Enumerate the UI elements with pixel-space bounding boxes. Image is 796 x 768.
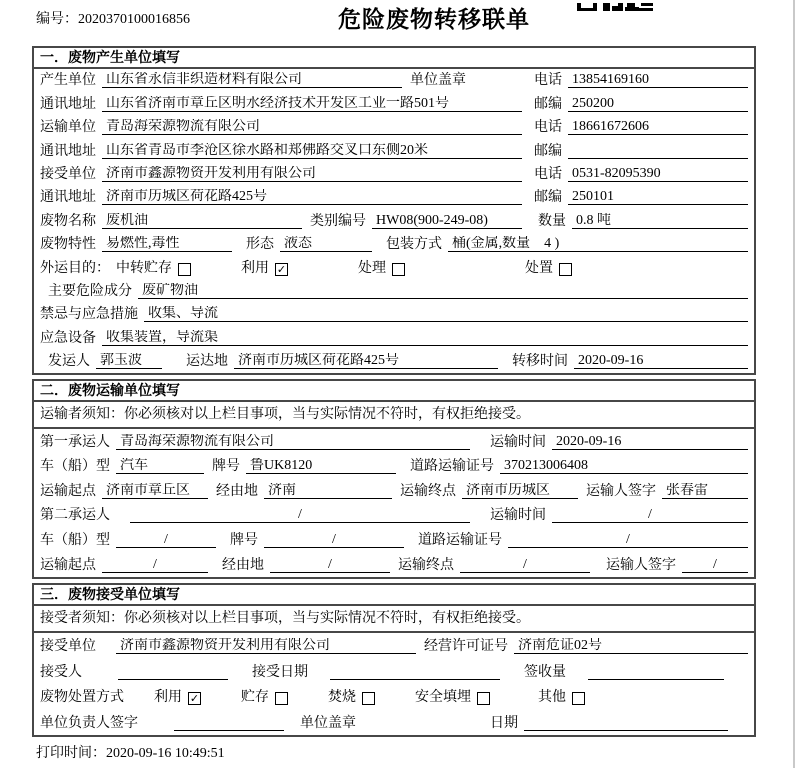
disposal-option-label: 其他 xyxy=(538,690,566,706)
print-time-label: 打印时间： xyxy=(36,746,106,762)
row-receiver-address xyxy=(34,186,754,209)
second-carrier-label: 第二承运人 xyxy=(40,508,110,524)
disposal-option-label: 焚烧 xyxy=(328,690,356,706)
receive-date-value xyxy=(330,664,500,680)
purpose-checkbox-treat[interactable] xyxy=(392,263,405,276)
page-edge-divider xyxy=(793,0,795,768)
road-permit-label: 道路运输证号 xyxy=(418,533,502,549)
transport-time-label: 运输时间 xyxy=(490,434,546,450)
row-vehicle2 xyxy=(34,527,754,552)
receiver-address-value: 济南市历城区荷花路425号 xyxy=(102,189,522,205)
form-value: 液态 xyxy=(280,236,372,252)
receive-person-label: 接受人 xyxy=(40,664,82,680)
date-value xyxy=(524,715,728,731)
waste-character-label: 废物特性 xyxy=(40,237,96,253)
receiver-notice: 接受者须知：你必须核对以上栏目事项，当与实际情况不符时，有权拒绝接受。 xyxy=(34,606,754,633)
permit-label: 经营许可证号 xyxy=(424,639,508,655)
taboo-measures-label: 禁忌与应急措施 xyxy=(40,307,138,323)
section1-header: 一．废物产生单位填写 xyxy=(34,48,754,69)
row-producer-address xyxy=(34,92,754,115)
receiver-phone-value: 0531-82095390 xyxy=(568,166,748,182)
shipper-label: 发运人 xyxy=(48,354,90,370)
row-taboo-measures xyxy=(34,303,754,326)
category-value: HW08(900-249-08) xyxy=(372,213,522,229)
producer-unit-value: 山东省永信非织造材料有限公司 xyxy=(102,72,402,88)
transporter-zip-group xyxy=(534,143,748,159)
terminus-label: 运输终点 xyxy=(400,483,456,499)
taboo-measures-value: 收集、导流 xyxy=(144,306,748,322)
form-label: 形态 xyxy=(246,237,274,253)
destination-label: 运达地 xyxy=(186,354,228,370)
purpose-option-transfer-storage xyxy=(116,261,191,276)
vehicle-type-label: 车（船）型 xyxy=(40,533,110,549)
disposal-option-other xyxy=(538,690,585,705)
serial-value: 2020370100016856 xyxy=(78,12,190,27)
row-transporter-address xyxy=(34,139,754,162)
carrier-sign1-value: 张春雷 xyxy=(662,483,748,499)
receiver-address-label: 通讯地址 xyxy=(40,190,96,206)
hazard-component-value: 废矿物油 xyxy=(138,283,748,299)
transporter-unit-value: 青岛海荣源物流有限公司 xyxy=(102,119,522,135)
plate-label: 牌号 xyxy=(212,459,240,475)
row-transport-purpose xyxy=(34,256,754,279)
quantity-value: 0.8 吨 xyxy=(572,213,748,229)
origin1-value: 济南市章丘区 xyxy=(102,483,208,499)
unit-seal-label: 单位盖章 xyxy=(300,716,356,732)
row-second-carrier xyxy=(34,503,754,528)
transport-time-label: 运输时间 xyxy=(490,508,546,524)
purpose-option-label: 利用 xyxy=(241,260,269,276)
purpose-option-dispose xyxy=(525,261,572,276)
disposal-option-utilize xyxy=(154,690,201,705)
via1-value: 济南 xyxy=(264,483,392,499)
row-vehicle1 xyxy=(34,454,754,479)
quantity-label: 数量 xyxy=(538,213,566,229)
plate1-value: 鲁UK8120 xyxy=(246,458,396,474)
unit-seal-label: 单位盖章 xyxy=(410,73,466,89)
disposal-option-label: 安全填埋 xyxy=(415,690,471,706)
transporter-address-label: 通讯地址 xyxy=(40,143,96,159)
disposal-option-landfill xyxy=(415,690,490,705)
transporter-zip-value xyxy=(568,143,748,159)
row-producer-unit xyxy=(34,69,754,92)
receipt-amount-label: 签收量 xyxy=(524,664,566,680)
via-label: 经由地 xyxy=(222,557,264,573)
emergency-equipment-value: 收集装置，导流渠 xyxy=(102,330,748,346)
row-shipper xyxy=(34,350,754,373)
transporter-address-value: 山东省青岛市李沧区徐水路和郑佛路交叉口东侧20米 xyxy=(102,143,522,159)
carrier-sign-label: 运输人签字 xyxy=(606,557,676,573)
transport-time1-value: 2020-09-16 xyxy=(552,434,748,450)
transfer-time-label: 转移时间 xyxy=(512,354,568,370)
road-permit1-value: 370213006408 xyxy=(500,458,748,474)
disposal-checkbox-other[interactable] xyxy=(572,692,585,705)
row-first-carrier xyxy=(34,429,754,454)
row-waste-character xyxy=(34,233,754,256)
purpose-label: 外运目的： xyxy=(40,260,110,276)
purpose-option-utilize xyxy=(241,261,288,276)
disposal-option-incinerate xyxy=(328,690,375,705)
date-label: 日期 xyxy=(490,716,518,732)
section-receiver xyxy=(32,583,756,737)
producer-address-label: 通讯地址 xyxy=(40,96,96,112)
transporter-notice: 运输者须知：你必须核对以上栏目事项，当与实际情况不符时，有权拒绝接受。 xyxy=(34,402,754,429)
row-receiver-unit xyxy=(34,163,754,186)
transporter-phone-value: 18661672606 xyxy=(568,119,748,135)
receiver-zip-value: 250101 xyxy=(568,189,748,205)
receive-unit-label: 接受单位 xyxy=(40,639,96,655)
page-title: 危险废物转移联单 xyxy=(338,7,530,32)
purpose-checkbox-utilize[interactable]: ✓ xyxy=(276,263,287,276)
print-time-line xyxy=(36,742,756,762)
receiver-zip-group xyxy=(534,189,748,205)
carrier-sign-label: 运输人签字 xyxy=(586,483,656,499)
producer-phone-value: 13854169160 xyxy=(568,72,748,88)
category-label: 类别编号 xyxy=(310,213,366,229)
first-carrier-value: 青岛海荣源物流有限公司 xyxy=(116,434,470,450)
transporter-phone-group xyxy=(534,119,748,135)
origin2-value: / xyxy=(102,557,208,573)
purpose-option-label: 处置 xyxy=(525,260,553,276)
disposal-checkbox-incinerate[interactable] xyxy=(362,692,375,705)
receipt-amount-value xyxy=(588,664,724,680)
receive-date-label: 接受日期 xyxy=(252,664,308,680)
road-permit-label: 道路运输证号 xyxy=(410,459,494,475)
first-carrier-label: 第一承运人 xyxy=(40,434,110,450)
terminus-label: 运输终点 xyxy=(398,557,454,573)
purpose-checkbox-transfer-storage[interactable] xyxy=(178,263,191,276)
emergency-equipment-label: 应急设备 xyxy=(40,330,96,346)
disposal-option-label: 贮存 xyxy=(241,690,269,706)
origin-label: 运输起点 xyxy=(40,557,96,573)
disposal-method-label: 废物处置方式 xyxy=(40,690,124,706)
shipper-value: 郭玉波 xyxy=(96,353,162,369)
print-time-value: 2020-09-16 10:49:51 xyxy=(106,746,225,762)
disposal-option-label: 利用 xyxy=(154,690,182,706)
permit-value: 济南危证02号 xyxy=(514,638,748,654)
receiver-unit-value: 济南市鑫源物资开发利用有限公司 xyxy=(102,166,522,182)
phone-label: 电话 xyxy=(534,166,562,182)
row-route2 xyxy=(34,552,754,577)
disposal-checkbox-utilize[interactable]: ✓ xyxy=(189,693,200,706)
waste-name-value: 废机油 xyxy=(102,213,302,229)
receiver-phone-group xyxy=(534,166,748,182)
plate-label: 牌号 xyxy=(230,533,258,549)
waste-name-label: 废物名称 xyxy=(40,213,96,229)
transfer-time-value: 2020-09-16 xyxy=(574,353,748,369)
hazard-component-label: 主要危险成分 xyxy=(48,283,132,299)
row-emergency-equipment xyxy=(34,326,754,349)
terminus2-value: / xyxy=(460,557,590,573)
destination-value: 济南市历城区荷花路425号 xyxy=(234,353,498,369)
purpose-option-label: 处理 xyxy=(358,260,386,276)
zip-label: 邮编 xyxy=(534,96,562,112)
receive-unit-value: 济南市鑫源物资开发利用有限公司 xyxy=(116,638,416,654)
purpose-checkbox-dispose[interactable] xyxy=(559,263,572,276)
zip-label: 邮编 xyxy=(534,190,562,206)
phone-label: 电话 xyxy=(534,120,562,136)
origin-label: 运输起点 xyxy=(40,483,96,499)
disposal-checkbox-storage[interactable] xyxy=(275,692,288,705)
plate2-value: / xyxy=(264,532,404,548)
carrier-sign2-value: / xyxy=(682,557,748,573)
zip-label: 邮编 xyxy=(534,143,562,159)
waste-character-value: 易燃性,毒性 xyxy=(102,236,232,252)
section-transporter xyxy=(32,379,756,579)
packing-value: 桶(金属,数量 4 ) xyxy=(448,236,748,252)
disposal-option-storage xyxy=(241,690,288,705)
purpose-option-label: 中转贮存 xyxy=(116,260,172,276)
producer-zip-group xyxy=(534,96,748,112)
row-transporter-unit xyxy=(34,116,754,139)
purpose-option-treat xyxy=(358,261,405,276)
vehicle-type-label: 车（船）型 xyxy=(40,459,110,475)
section-producer xyxy=(32,46,756,375)
phone-label: 电话 xyxy=(534,73,562,89)
row-waste-name xyxy=(34,209,754,232)
receive-person-value xyxy=(118,664,228,680)
producer-unit-label: 产生单位 xyxy=(40,73,96,89)
serial-label: 编号： xyxy=(36,12,78,27)
transfer-form xyxy=(32,46,756,762)
leader-sign-label: 单位负责人签字 xyxy=(40,716,138,732)
via-label: 经由地 xyxy=(216,483,258,499)
road-permit2-value: / xyxy=(508,532,748,548)
transport-time2-value: / xyxy=(552,507,748,523)
section3-header: 三．废物接受单位填写 xyxy=(34,585,754,606)
vehicle-type2-value: / xyxy=(116,532,216,548)
disposal-checkbox-landfill[interactable] xyxy=(477,692,490,705)
receiver-unit-label: 接受单位 xyxy=(40,166,96,182)
producer-zip-value: 250200 xyxy=(568,96,748,112)
second-carrier-value: / xyxy=(130,507,470,523)
row-receive-person xyxy=(34,658,754,684)
row-receive-unit xyxy=(34,633,754,659)
transporter-unit-label: 运输单位 xyxy=(40,120,96,136)
row-disposal-method xyxy=(34,684,754,710)
leader-sign-value xyxy=(174,715,284,731)
packing-label: 包装方式 xyxy=(386,237,442,253)
terminus1-value: 济南市历城区 xyxy=(462,483,578,499)
via2-value: / xyxy=(270,557,390,573)
vehicle-type1-value: 汽车 xyxy=(116,458,204,474)
row-hazard-component xyxy=(34,280,754,303)
section2-header: 二．废物运输单位填写 xyxy=(34,381,754,402)
row-route1 xyxy=(34,478,754,503)
producer-phone-group xyxy=(534,72,748,88)
row-leader-sign xyxy=(34,709,754,735)
producer-address-value: 山东省济南市章丘区明水经济技术开发区工业一路501号 xyxy=(102,96,522,112)
